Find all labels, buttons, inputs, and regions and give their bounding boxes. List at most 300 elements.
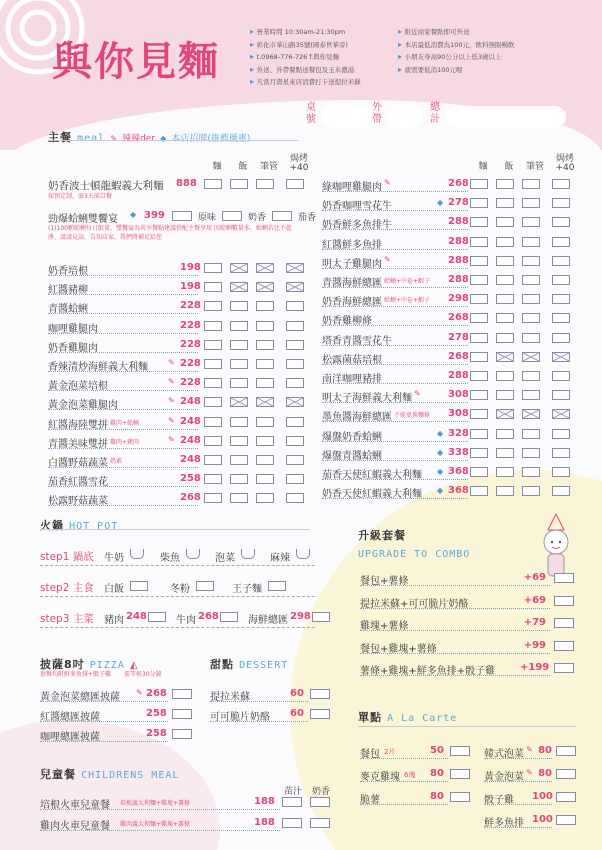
main-left-4-checkbox-2[interactable] bbox=[256, 301, 274, 311]
main-left-6-checkbox-3[interactable] bbox=[286, 340, 304, 350]
main-left-4-checkbox-3[interactable] bbox=[286, 301, 304, 311]
alacarte-checkbox[interactable] bbox=[556, 769, 576, 779]
pot-icon[interactable] bbox=[241, 549, 255, 559]
dessert-checkbox[interactable] bbox=[310, 709, 330, 719]
leader-dots bbox=[40, 809, 280, 810]
signature-legend: 本店招牌(推薦優惠) bbox=[171, 134, 251, 144]
main-right-16-checkbox-3[interactable] bbox=[552, 486, 570, 496]
main-left-11-checkbox-1[interactable] bbox=[230, 436, 248, 446]
main-right-15-checkbox-1[interactable] bbox=[496, 467, 514, 477]
main-left-9-checkbox-0[interactable] bbox=[204, 397, 222, 407]
main-right-1-checkbox-3[interactable] bbox=[552, 198, 570, 208]
main-right-13-checkbox-0[interactable] bbox=[470, 429, 488, 439]
menu-item-price: 338 bbox=[448, 446, 469, 458]
option-checkbox-1[interactable] bbox=[222, 211, 242, 221]
main-right-15-checkbox-3[interactable] bbox=[552, 467, 570, 477]
menu-item-name: 青醬美味雙拼 bbox=[48, 438, 108, 450]
leader-dots bbox=[48, 390, 198, 391]
main-left-3-checkbox-1[interactable] bbox=[230, 282, 248, 292]
chili-icon: ✎ bbox=[168, 358, 175, 367]
main-left-7-checkbox-1[interactable] bbox=[230, 359, 248, 369]
main-right-7-checkbox-1[interactable] bbox=[496, 313, 514, 323]
hotpot-step-label: step3 主菜 bbox=[40, 613, 94, 625]
main-right-8-checkbox-0[interactable] bbox=[470, 333, 488, 343]
pizza-item: 咖哩總匯披薩 bbox=[40, 732, 100, 743]
main-left-0-checkbox-0[interactable] bbox=[204, 179, 222, 189]
main-left-2-checkbox-2[interactable] bbox=[256, 263, 274, 273]
menu-item-price: 228 bbox=[180, 358, 201, 369]
alacarte-item: 脆薯 bbox=[360, 795, 380, 806]
main-right-8-checkbox-2[interactable] bbox=[522, 333, 540, 343]
hotpot-broth: 柴魚 bbox=[160, 553, 180, 564]
pot-icon[interactable] bbox=[296, 549, 310, 559]
main-right-9-checkbox-0[interactable] bbox=[470, 352, 488, 362]
main-left-7-checkbox-0[interactable] bbox=[204, 359, 222, 369]
spicy-legend: 辣辣der bbox=[122, 134, 156, 144]
main-left-5-checkbox-2[interactable] bbox=[256, 321, 274, 331]
leader-dots bbox=[40, 741, 168, 742]
hotpot-step-label: step1 鍋底 bbox=[40, 551, 94, 563]
main-right-3-checkbox-2[interactable] bbox=[522, 237, 540, 247]
main-right-0-checkbox-1[interactable] bbox=[496, 179, 514, 189]
menu-item-price: 298 bbox=[448, 293, 469, 305]
main-left-2-checkbox-3[interactable] bbox=[286, 263, 304, 273]
main-left-14-checkbox-0[interactable] bbox=[204, 493, 222, 503]
menu-item-name: 咖哩雞腿肉 bbox=[48, 323, 98, 335]
main-left-8-checkbox-3[interactable] bbox=[286, 378, 304, 388]
alacarte-item: 韓式泡菜 bbox=[484, 749, 524, 760]
main-left-0-checkbox-1[interactable] bbox=[230, 179, 248, 189]
main-left-8-checkbox-0[interactable] bbox=[204, 378, 222, 388]
main-right-7-checkbox-3[interactable] bbox=[552, 313, 570, 323]
main-right-6-checkbox-2[interactable] bbox=[522, 294, 540, 304]
menu-item-price: 328 bbox=[448, 427, 469, 439]
leader-dots bbox=[360, 675, 550, 676]
menu-item-price: 288 bbox=[448, 254, 469, 266]
menu-item-name: 黃金泡菜雞腿肉 bbox=[48, 400, 118, 412]
main-right-11-checkbox-2[interactable] bbox=[522, 390, 540, 400]
hotpot-staple-checkbox[interactable] bbox=[130, 581, 148, 591]
main-left-12-checkbox-3[interactable] bbox=[286, 455, 304, 465]
main-left-5-checkbox-3[interactable] bbox=[286, 321, 304, 331]
leader-dots bbox=[360, 630, 550, 631]
main-right-13-checkbox-3[interactable] bbox=[552, 429, 570, 439]
menu-item-name: 爆盤奶香蛤蜊 bbox=[322, 431, 382, 443]
leader-dots bbox=[48, 313, 198, 314]
main-right-8-checkbox-3[interactable] bbox=[552, 333, 570, 343]
menu-item-note: 採預定制，需3天前訂餐 bbox=[48, 193, 112, 200]
main-left-4-checkbox-0[interactable] bbox=[204, 301, 222, 311]
main-right-14-checkbox-1[interactable] bbox=[496, 448, 514, 458]
main-left-13-checkbox-3[interactable] bbox=[286, 474, 304, 484]
main-right-1-checkbox-0[interactable] bbox=[470, 198, 488, 208]
hotpot-main-checkbox[interactable] bbox=[220, 612, 238, 622]
main-left-7-checkbox-2[interactable] bbox=[256, 359, 274, 369]
main-right-3-checkbox-1[interactable] bbox=[496, 237, 514, 247]
main-right-8-checkbox-1[interactable] bbox=[496, 333, 514, 343]
main-left-2-checkbox-0[interactable] bbox=[204, 263, 222, 273]
hotpot-price: 268 bbox=[198, 611, 219, 622]
upgrade-checkbox[interactable] bbox=[554, 641, 574, 651]
chili-icon: ✎ bbox=[384, 178, 391, 187]
kids-cream-checkbox[interactable] bbox=[310, 818, 330, 828]
main-right-15-checkbox-2[interactable] bbox=[522, 467, 540, 477]
col-header-1: 飯 bbox=[238, 162, 248, 172]
main-right-9-checkbox-2[interactable] bbox=[522, 352, 540, 362]
main-right-6-checkbox-1[interactable] bbox=[496, 294, 514, 304]
main-left-5-checkbox-1[interactable] bbox=[230, 321, 248, 331]
kids-sauce-checkbox[interactable] bbox=[282, 797, 302, 807]
chili-icon: ✎ bbox=[136, 688, 143, 697]
diamond-icon: ◆ bbox=[437, 467, 444, 476]
main-left-12-checkbox-0[interactable] bbox=[204, 455, 222, 465]
main-left-8-checkbox-1[interactable] bbox=[230, 378, 248, 388]
main-left-6-checkbox-1[interactable] bbox=[230, 340, 248, 350]
hotpot-line bbox=[40, 627, 315, 628]
main-left-7-checkbox-3[interactable] bbox=[286, 359, 304, 369]
main-right-12-checkbox-2[interactable] bbox=[522, 409, 540, 419]
option-checkbox-2[interactable] bbox=[272, 211, 292, 221]
pizza-price: 258 bbox=[146, 708, 167, 719]
main-left-11-checkbox-3[interactable] bbox=[286, 436, 304, 446]
menu-item-price: 258 bbox=[180, 473, 201, 485]
info-birthday: ▸ 凡當月壽星來店消費打卡送提拉米蘇 bbox=[250, 77, 361, 86]
main-left-14-checkbox-3[interactable] bbox=[286, 493, 304, 503]
main-right-12-checkbox-1[interactable] bbox=[496, 409, 514, 419]
leader-dots bbox=[48, 352, 198, 353]
main-right-2-checkbox-1[interactable] bbox=[496, 217, 514, 227]
hotpot-staple-checkbox[interactable] bbox=[268, 581, 286, 591]
main-left-0-checkbox-3[interactable] bbox=[286, 179, 304, 189]
main-right-7-checkbox-0[interactable] bbox=[470, 313, 488, 323]
option-label: 原味 bbox=[198, 213, 217, 223]
col-header-2: 筆管 bbox=[525, 162, 544, 172]
main-right-9-checkbox-1[interactable] bbox=[496, 352, 514, 362]
alacarte-item: 骰子雞 bbox=[484, 795, 514, 806]
info-address: ▸ 彰化市華山路35號(國泰世華旁) bbox=[250, 39, 348, 49]
main-right-2-checkbox-2[interactable] bbox=[522, 217, 540, 227]
alacarte-checkbox[interactable] bbox=[556, 792, 576, 802]
pizza-checkbox[interactable] bbox=[172, 729, 192, 739]
chili-icon: ✎ bbox=[526, 768, 533, 777]
upgrade-title: 升級套餐 bbox=[358, 529, 406, 542]
main-right-6-checkbox-3[interactable] bbox=[552, 294, 570, 304]
info-kids: ▸ 小朋友身高90公分以上低3歲以上 bbox=[398, 52, 502, 61]
main-right-16-checkbox-1[interactable] bbox=[496, 486, 514, 496]
main-right-10-checkbox-0[interactable] bbox=[470, 371, 488, 381]
menu-item-name: 奶香培根 bbox=[48, 266, 88, 277]
main-left-10-checkbox-2[interactable] bbox=[256, 417, 274, 427]
main-left-2-checkbox-1[interactable] bbox=[230, 263, 248, 273]
menu-item-price: 888 bbox=[176, 178, 197, 189]
hotpot-line bbox=[40, 565, 315, 566]
main-left-3-checkbox-2[interactable] bbox=[256, 282, 274, 292]
menu-item-name: 茄香天使紅蝦義大利麵 bbox=[322, 470, 422, 481]
takeout-label: 外帶 bbox=[372, 102, 382, 125]
alacarte-checkbox[interactable] bbox=[556, 815, 576, 825]
main-right-4-checkbox-2[interactable] bbox=[522, 256, 540, 266]
upgrade-checkbox[interactable] bbox=[554, 618, 574, 628]
main-right-1-checkbox-1[interactable] bbox=[496, 198, 514, 208]
main-right-16-checkbox-0[interactable] bbox=[470, 486, 488, 496]
kids-item: 雞肉火車兒童餐 bbox=[40, 821, 110, 832]
kids-note: 雞肉義大利麵+雞塊+薯條 bbox=[120, 821, 191, 828]
info-left bbox=[250, 26, 361, 89]
main-left-11-checkbox-0[interactable] bbox=[204, 436, 222, 446]
main-left-3-checkbox-3[interactable] bbox=[286, 282, 304, 292]
info-nearby: ▸ 附近商家餐點即可外送 bbox=[398, 27, 470, 36]
hotpot-line bbox=[40, 596, 315, 597]
menu-item-price: 248 bbox=[180, 454, 201, 465]
main-right-11-checkbox-3[interactable] bbox=[552, 390, 570, 400]
menu-item-name: 白醬野菇蔬菜 bbox=[48, 458, 108, 469]
menu-item-note: (1)100顆蛤蜊每日限量，雙饗宴為共享餐點建議搭配主餐享用 因蛤蜊數量多，蛤蜊若比不乾淨，請請見諒，告知店家，我們將補足給您 bbox=[48, 225, 292, 241]
upgrade-price: +199 bbox=[520, 662, 550, 673]
leader-dots bbox=[210, 721, 308, 722]
main-right-10-checkbox-1[interactable] bbox=[496, 371, 514, 381]
hotpot-header bbox=[40, 514, 118, 533]
leader-dots bbox=[322, 268, 468, 269]
menu-item-name: 奶香天使紅蝦義大利麵 bbox=[322, 489, 422, 501]
main-left-6-checkbox-0[interactable] bbox=[204, 340, 222, 350]
main-left-3-checkbox-0[interactable] bbox=[204, 282, 222, 292]
leader-dots bbox=[40, 721, 168, 722]
leader-dots bbox=[484, 804, 552, 805]
info-delivery: ▸ 外送、外帶餐點送餐包及玉米濃湯 bbox=[250, 64, 355, 74]
menu-item-price: 228 bbox=[180, 300, 201, 312]
main-left-13-checkbox-0[interactable] bbox=[204, 474, 222, 484]
hotpot-broth: 麻辣 bbox=[270, 553, 290, 564]
kids-cream-checkbox[interactable] bbox=[310, 797, 330, 807]
menu-item-price: 288 bbox=[448, 274, 469, 285]
leader-dots bbox=[40, 701, 168, 702]
dessert-checkbox[interactable] bbox=[310, 689, 330, 699]
col-header-3: 焗烤+40 bbox=[555, 154, 575, 173]
upgrade-item: 雞塊+薯條 bbox=[360, 621, 409, 632]
main-right-0-checkbox-3[interactable] bbox=[552, 179, 570, 189]
menu-item-name: 松露菌菇培根 bbox=[322, 354, 382, 366]
main-right-15-checkbox-0[interactable] bbox=[470, 467, 488, 477]
main-right-4-checkbox-3[interactable] bbox=[552, 256, 570, 266]
main-right-11-checkbox-1[interactable] bbox=[496, 390, 514, 400]
diamond-icon: ◆ bbox=[160, 134, 167, 143]
main-right-5-checkbox-3[interactable] bbox=[552, 275, 570, 285]
main-right-0-checkbox-0[interactable] bbox=[470, 179, 488, 189]
main-left-10-checkbox-3[interactable] bbox=[286, 417, 304, 427]
upgrade-item: 餐包+薯條 bbox=[360, 576, 409, 587]
main-left-9-checkbox-3[interactable] bbox=[286, 397, 304, 407]
main-right-13-checkbox-2[interactable] bbox=[522, 429, 540, 439]
menu-item-name: 青醬蛤蜊 bbox=[48, 304, 88, 316]
leader-dots bbox=[484, 781, 552, 782]
alacarte-header bbox=[358, 706, 457, 725]
info-min-spend: ▸ 本店最低消費為100元，飲料無限暢飲 bbox=[398, 39, 515, 49]
alacarte-checkbox[interactable] bbox=[556, 746, 576, 756]
main-right-7-checkbox-2[interactable] bbox=[522, 313, 540, 323]
main-left-10-checkbox-0[interactable] bbox=[204, 417, 222, 427]
alacarte-checkbox[interactable] bbox=[450, 746, 470, 756]
hotpot-broth: 牛奶 bbox=[104, 553, 124, 564]
main-right-3-checkbox-0[interactable] bbox=[470, 237, 488, 247]
upgrade-checkbox[interactable] bbox=[554, 573, 574, 583]
menu-item-name: 奶香海鮮總匯 bbox=[322, 297, 382, 309]
leader-dots bbox=[322, 498, 468, 499]
menu-item-name: 塔香青醬雪花牛 bbox=[322, 335, 392, 347]
option-label: 奶香 bbox=[248, 213, 267, 223]
main-left-14-checkbox-2[interactable] bbox=[256, 493, 274, 503]
chili-icon: ✎ bbox=[110, 134, 117, 143]
upgrade-header bbox=[358, 527, 470, 560]
upgrade-price: +99 bbox=[523, 639, 546, 651]
main-left-12-checkbox-1[interactable] bbox=[230, 455, 248, 465]
upgrade-checkbox[interactable] bbox=[554, 663, 574, 673]
main-right-5-checkbox-0[interactable] bbox=[470, 275, 488, 285]
main-left-8-checkbox-2[interactable] bbox=[256, 378, 274, 388]
hotpot-staple-checkbox[interactable] bbox=[196, 581, 214, 591]
main-left-11-checkbox-2[interactable] bbox=[256, 436, 274, 446]
menu-item-name: 南洋咖哩豬排 bbox=[322, 374, 382, 385]
menu-item-note: 蛤蜊+中卷+蝦子 bbox=[384, 297, 431, 305]
pizza-title: 披薩8吋 bbox=[40, 658, 85, 671]
main-right-14-checkbox-2[interactable] bbox=[522, 448, 540, 458]
upgrade-price: +79 bbox=[523, 617, 546, 628]
alacarte-price: 100 bbox=[532, 791, 553, 802]
main-right-12-checkbox-0[interactable] bbox=[470, 409, 488, 419]
menu-item-price: 368 bbox=[448, 485, 469, 497]
total-field[interactable] bbox=[446, 106, 566, 128]
menu-item-price: 278 bbox=[448, 331, 469, 343]
menu-item-price: 288 bbox=[448, 235, 469, 247]
hotpot-price: 298 bbox=[290, 611, 311, 622]
leader-dots bbox=[48, 294, 198, 295]
main-left-5-checkbox-0[interactable] bbox=[204, 321, 222, 331]
menu-item-price: 198 bbox=[180, 281, 201, 293]
main-right-0-checkbox-2[interactable] bbox=[522, 179, 540, 189]
leader-dots bbox=[484, 827, 552, 828]
main-right-16-checkbox-2[interactable] bbox=[522, 486, 540, 496]
menu-item-note: 不能更換麵條 bbox=[394, 412, 431, 420]
main-left-13-checkbox-2[interactable] bbox=[256, 474, 274, 484]
menu-item-name: 奶香雞腿肉 bbox=[48, 342, 98, 354]
main-right-10-checkbox-3[interactable] bbox=[552, 371, 570, 381]
menu-item-price: 308 bbox=[448, 408, 469, 420]
hotpot-main: 豬肉 bbox=[104, 615, 124, 626]
leader-dots bbox=[322, 249, 468, 250]
main-right-5-checkbox-1[interactable] bbox=[496, 275, 514, 285]
diamond-icon: ◆ bbox=[437, 447, 444, 457]
main-left-12-checkbox-2[interactable] bbox=[256, 455, 274, 465]
main-left-9-checkbox-1[interactable] bbox=[230, 397, 248, 407]
alacarte-item: 黃金泡菜 bbox=[484, 772, 524, 783]
alacarte-item: 鮮多魚排 bbox=[484, 818, 524, 829]
option-checkbox-0[interactable] bbox=[172, 211, 192, 221]
main-right-14-checkbox-3[interactable] bbox=[552, 448, 570, 458]
alacarte-checkbox[interactable] bbox=[450, 769, 470, 779]
brand-title: 與你見麵 bbox=[52, 39, 220, 85]
main-right-6-checkbox-0[interactable] bbox=[470, 294, 488, 304]
pizza-checkbox[interactable] bbox=[172, 709, 192, 719]
main-right-2-checkbox-3[interactable] bbox=[552, 217, 570, 227]
option-label: 茄香 bbox=[298, 213, 317, 223]
leader-dots bbox=[48, 467, 198, 468]
menu-item-price: 288 bbox=[448, 370, 469, 381]
hotpot-main-checkbox[interactable] bbox=[148, 612, 166, 622]
menu-item-price: 288 bbox=[448, 216, 469, 228]
main-left-6-checkbox-2[interactable] bbox=[256, 340, 274, 350]
alacarte-item: 餐包 bbox=[360, 749, 380, 760]
main-right-5-checkbox-2[interactable] bbox=[522, 275, 540, 285]
total-label: 總計 bbox=[430, 102, 440, 125]
menu-item-note: 雞肉+蛤蜊 bbox=[110, 419, 140, 427]
leader-dots bbox=[40, 830, 280, 831]
main-right-1-checkbox-2[interactable] bbox=[522, 198, 540, 208]
main-right-10-checkbox-2[interactable] bbox=[522, 371, 540, 381]
kids-sauce-checkbox[interactable] bbox=[282, 818, 302, 828]
main-title: 主餐 bbox=[48, 131, 72, 144]
main-title-en: meal bbox=[77, 133, 106, 144]
pot-icon[interactable] bbox=[130, 549, 144, 559]
upgrade-price: +69 bbox=[523, 594, 546, 606]
menu-item-name: 紅醬鮮多魚排 bbox=[322, 239, 382, 251]
main-right-4-checkbox-0[interactable] bbox=[470, 256, 488, 266]
alacarte-checkbox[interactable] bbox=[450, 792, 470, 802]
main-right-13-checkbox-1[interactable] bbox=[496, 429, 514, 439]
main-right-14-checkbox-0[interactable] bbox=[470, 448, 488, 458]
alacarte-size: 6塊 bbox=[404, 771, 416, 779]
main-right-2-checkbox-0[interactable] bbox=[470, 217, 488, 227]
takeout-field[interactable] bbox=[388, 106, 422, 128]
pizza-note2: 需等候30分鐘 bbox=[124, 671, 162, 678]
main-right-11-checkbox-0[interactable] bbox=[470, 390, 488, 400]
hotpot-main-checkbox[interactable] bbox=[312, 612, 330, 622]
alacarte-item: 麥克雞塊 bbox=[360, 772, 400, 783]
pizza-price: 268 bbox=[146, 688, 167, 699]
alacarte-size: 2片 bbox=[384, 748, 396, 756]
main-left-4-checkbox-1[interactable] bbox=[230, 301, 248, 311]
main-right-3-checkbox-3[interactable] bbox=[552, 237, 570, 247]
dessert-title-en: DESSERT bbox=[239, 660, 289, 671]
alacarte-price: 100 bbox=[532, 814, 553, 825]
hotpot-title-en: HOT POT bbox=[69, 521, 119, 532]
leader-dots bbox=[322, 383, 468, 384]
menu-item-price: 198 bbox=[180, 262, 201, 273]
pizza-checkbox[interactable] bbox=[172, 689, 192, 699]
main-right-9-checkbox-3[interactable] bbox=[552, 352, 570, 362]
main-left-10-checkbox-1[interactable] bbox=[230, 417, 248, 427]
hotpot-broth: 泡菜 bbox=[215, 553, 235, 564]
upgrade-item: 提拉米蘇+可可脆片奶酪 bbox=[360, 598, 469, 610]
leader-dots bbox=[322, 479, 468, 480]
main-left-13-checkbox-1[interactable] bbox=[230, 474, 248, 484]
table-number-field[interactable] bbox=[322, 106, 372, 128]
main-left-14-checkbox-1[interactable] bbox=[230, 493, 248, 503]
alacarte-price: 80 bbox=[430, 768, 444, 779]
main-right-12-checkbox-3[interactable] bbox=[552, 409, 570, 419]
menu-item-price: 248 bbox=[180, 415, 201, 427]
info-hours: ▸ 營業時間 10:30am-21:30pm bbox=[250, 27, 346, 36]
hotpot-staple: 冬粉 bbox=[170, 584, 190, 595]
menu-item-price: 399 bbox=[144, 210, 165, 221]
main-left-0-checkbox-2[interactable] bbox=[256, 179, 274, 189]
chili-icon: ✎ bbox=[168, 377, 175, 387]
menu-item-name: 香辣清炒海鮮義大利麵 bbox=[48, 362, 148, 373]
upgrade-checkbox[interactable] bbox=[554, 596, 574, 606]
menu-item-name: 明太子雞腿肉 bbox=[322, 258, 382, 270]
main-right-4-checkbox-1[interactable] bbox=[496, 256, 514, 266]
main-left-9-checkbox-2[interactable] bbox=[256, 397, 274, 407]
upgrade-item: 餐包+雞塊+薯條 bbox=[360, 643, 437, 655]
pot-icon[interactable] bbox=[186, 549, 200, 559]
